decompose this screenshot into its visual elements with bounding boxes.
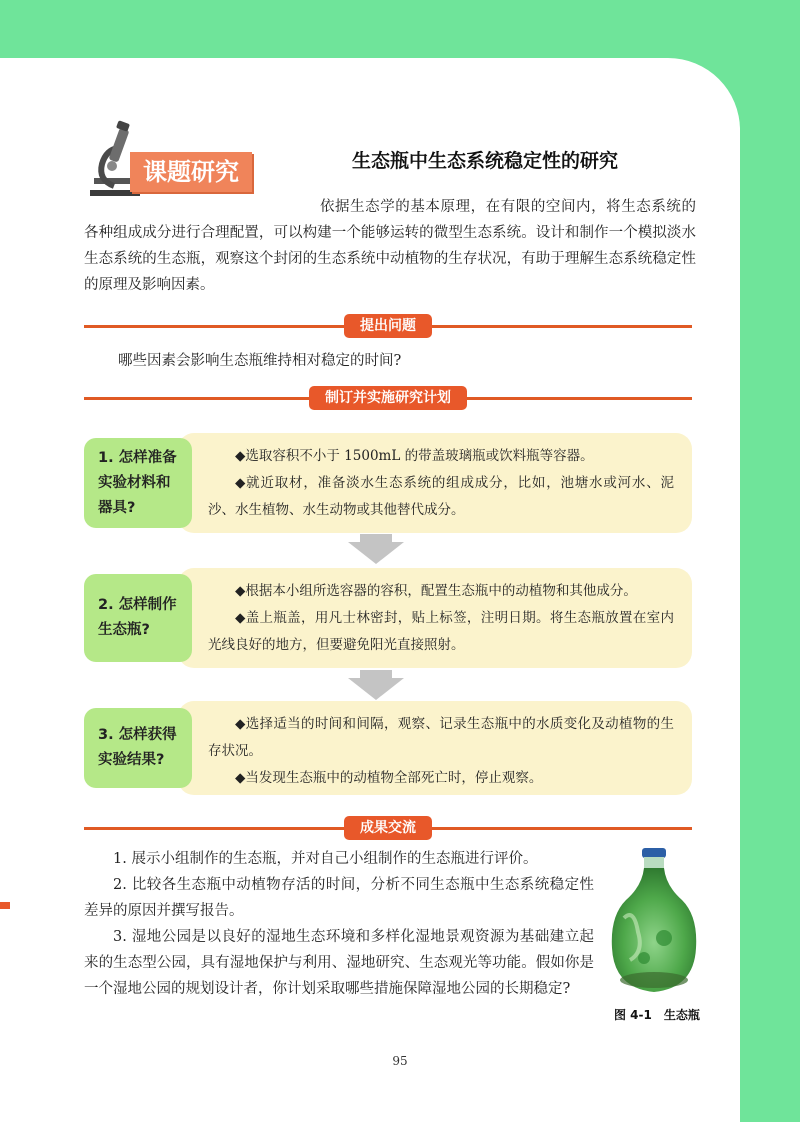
section-label: 成果交流	[344, 816, 432, 840]
step-2-label-text: 2. 怎样制作生态瓶?	[98, 597, 177, 638]
section-label: 提出问题	[344, 314, 432, 338]
down-arrow-icon	[346, 670, 406, 702]
page-number: 95	[392, 1054, 408, 1068]
step-3-label-text: 3. 怎样获得实验结果?	[98, 727, 177, 768]
step-1-label-text: 1. 怎样准备实验材料和器具?	[98, 449, 177, 516]
down-arrow-icon	[346, 534, 406, 566]
page	[0, 58, 740, 1122]
section-results	[84, 816, 692, 840]
step-3-box	[178, 701, 692, 795]
results-item-3: 3. 湿地公园是以良好的湿地生态环境和多样化湿地景观资源为基础建立起来的生态型公园，具有湿地保护与利用、湿地研究、生态观光等功能。假如你是一个湿地公园的规划设计者，你计划采取哪些措施保障湿地公园的长期稳定?	[84, 929, 594, 997]
section-raise-question	[84, 314, 692, 338]
step-1-label	[84, 438, 192, 528]
step-1-bullet-1: ◆选取容积不小于 1500mL 的带盖玻璃瓶或饮料瓶等容器。	[235, 448, 594, 464]
step-3-bullet-1: ◆选择适当的时间和间隔，观察、记录生态瓶中的水质变化及动植物的生存状况。	[208, 716, 674, 759]
figure-caption: 图 4-1 生态瓶	[614, 1008, 700, 1022]
results-item-1: 1. 展示小组制作的生态瓶，并对自己小组制作的生态瓶进行评价。	[113, 851, 538, 867]
step-2-bullet-1: ◆根据本小组所选容器的容积，配置生态瓶中的动植物和其他成分。	[235, 583, 637, 599]
intro-paragraph: 依据生态学的基本原理，在有限的空间内，将生态系统的各种组成成分进行合理配置，可以构建一个能够运转的微型生态系统。设计和制作一个模拟淡水生态系统的生态瓶，观察这个封闭的生态系统中动植物的生存状况，有助于理解生态系统稳定性的原理及影响因素。	[84, 199, 696, 293]
results-item-2: 2. 比较各生态瓶中动植物存活的时间，分析不同生态瓶中生态系统稳定性差异的原因并撰写报告。	[84, 877, 594, 919]
step-2-bullet-2: ◆盖上瓶盖，用凡士林密封，贴上标签，注明日期。将生态瓶放置在室内光线良好的地方，但要避免阳光直接照射。	[208, 610, 674, 653]
results-list	[84, 846, 594, 1002]
section-label: 制订并实施研究计划	[309, 386, 467, 410]
topic-badge: 课题研究	[130, 152, 252, 192]
section-plan	[84, 386, 692, 410]
eco-bottle-image	[604, 848, 704, 998]
step-2-box	[178, 568, 692, 668]
step-3-label	[84, 708, 192, 788]
question-text: 哪些因素会影响生态瓶维持相对稳定的时间?	[118, 353, 402, 369]
step-1-box	[178, 433, 692, 533]
page-title: 生态瓶中生态系统稳定性的研究	[352, 150, 619, 172]
step-2-label	[84, 574, 192, 662]
step-3-bullet-2: ◆当发现生态瓶中的动植物全部死亡时，停止观察。	[235, 770, 543, 786]
step-1-bullet-2: ◆就近取材，准备淡水生态系统的组成成分，比如，池塘水或河水、泥沙、水生植物、水生动物或其他替代成分。	[208, 475, 674, 518]
edge-marker	[0, 902, 10, 909]
